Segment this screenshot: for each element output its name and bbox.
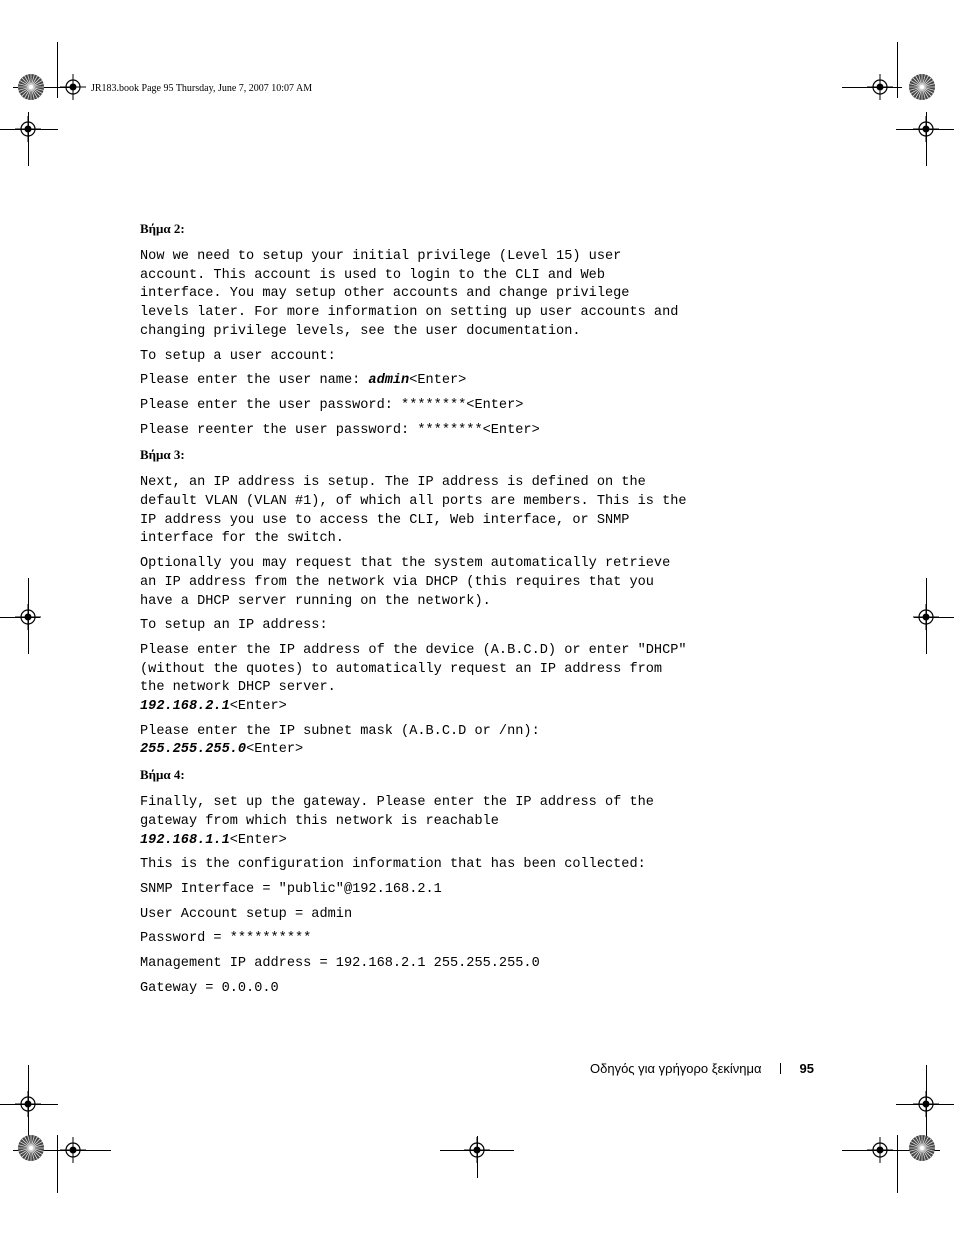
crop-mark xyxy=(57,1135,58,1193)
prompt-text: <Enter> xyxy=(229,699,287,715)
registration-mark-icon xyxy=(15,116,41,142)
registration-mark-icon xyxy=(15,1091,41,1117)
star-target-icon xyxy=(908,73,936,101)
user-input-value: 192.168.2.1 xyxy=(140,699,230,715)
page-content xyxy=(140,220,780,1005)
print-header: JR183.book Page 95 Thursday, June 7, 2007 10:07 AM xyxy=(91,83,313,94)
terminal-prompt xyxy=(140,723,780,760)
prompt-text: Please enter the IP address of the device (A.B.C.D) or enter "DHCP" (without the quotes) to automatically request an IP address from the network DHCP server. xyxy=(140,642,687,696)
step-heading: Βήμα 4: xyxy=(140,767,185,783)
registration-mark-icon xyxy=(867,1137,893,1163)
terminal-text: Please enter the user password: ********<Enter> xyxy=(140,397,524,413)
star-target-icon xyxy=(17,1134,45,1162)
star-target-icon xyxy=(17,73,45,101)
terminal-text: To setup a user account: xyxy=(140,348,336,364)
prompt-text: <Enter> xyxy=(229,832,287,848)
crop-mark xyxy=(897,1135,898,1193)
terminal-text: Please reenter the user password: ********<Enter> xyxy=(140,422,540,438)
prompt-text: Finally, set up the gateway. Please enter the IP address of the gateway from which this network is reachable xyxy=(140,795,654,829)
user-input-value: 192.168.1.1 xyxy=(140,832,230,848)
page-number: 95 xyxy=(799,1061,814,1076)
step-heading: Βήμα 2: xyxy=(140,221,185,236)
registration-mark-icon xyxy=(464,1137,490,1163)
terminal-text: Management IP address = 192.168.2.1 255.255.255.0 xyxy=(140,956,540,972)
terminal-text: Gateway = 0.0.0.0 xyxy=(140,980,279,996)
terminal-text: Next, an IP address is setup. The IP address is defined on the default VLAN (VLAN #1), of which all ports are members. This is the IP address you use to access the CLI, Web interface, or SNMP interface for the switch. xyxy=(140,475,687,547)
terminal-text: User Account setup = admin xyxy=(140,906,353,922)
user-input-value: admin xyxy=(368,373,410,389)
prompt-text: <Enter> xyxy=(409,373,467,389)
registration-mark-icon xyxy=(913,116,939,142)
prompt-text: Please enter the user name: xyxy=(140,373,369,389)
terminal-text: Password = ********** xyxy=(140,931,312,947)
terminal-text: This is the configuration information that has been collected: xyxy=(140,857,646,873)
user-input-value: 255.255.255.0 xyxy=(140,742,247,758)
footer-separator xyxy=(780,1063,781,1074)
registration-mark-icon xyxy=(60,1137,86,1163)
registration-mark-icon xyxy=(913,604,939,630)
star-target-icon xyxy=(908,1134,936,1162)
prompt-text: Please enter the IP subnet mask (A.B.C.D or /nn): xyxy=(140,723,540,739)
step-heading: Βήμα 3: xyxy=(140,447,185,463)
terminal-prompt xyxy=(140,372,780,391)
terminal-text: Now we need to setup your initial privilege (Level 15) user account. This account is used to login to the CLI and Web interface. You may setup other accounts and change privilege levels later. For more information on setting up user accounts and changing privilege levels, see the user documentation. xyxy=(140,249,679,339)
terminal-text: Optionally you may request that the system automatically retrieve an IP address from the network via DHCP (this requires that you have a DHCP server running on the network). xyxy=(140,556,671,609)
prompt-text: <Enter> xyxy=(246,742,304,758)
registration-mark-icon xyxy=(15,604,41,630)
registration-mark-icon xyxy=(60,74,86,100)
registration-mark-icon xyxy=(867,74,893,100)
footer-title: Οδηγός για γρήγορο ξεκίνημα xyxy=(589,1061,762,1076)
registration-mark-icon xyxy=(913,1091,939,1117)
crop-mark xyxy=(897,42,898,98)
terminal-text: SNMP Interface = "public"@192.168.2.1 xyxy=(140,881,442,897)
terminal-prompt xyxy=(140,794,780,850)
terminal-text: To setup an IP address: xyxy=(140,618,328,634)
terminal-prompt xyxy=(140,642,780,717)
crop-mark xyxy=(57,42,58,98)
page-footer xyxy=(590,1061,814,1076)
